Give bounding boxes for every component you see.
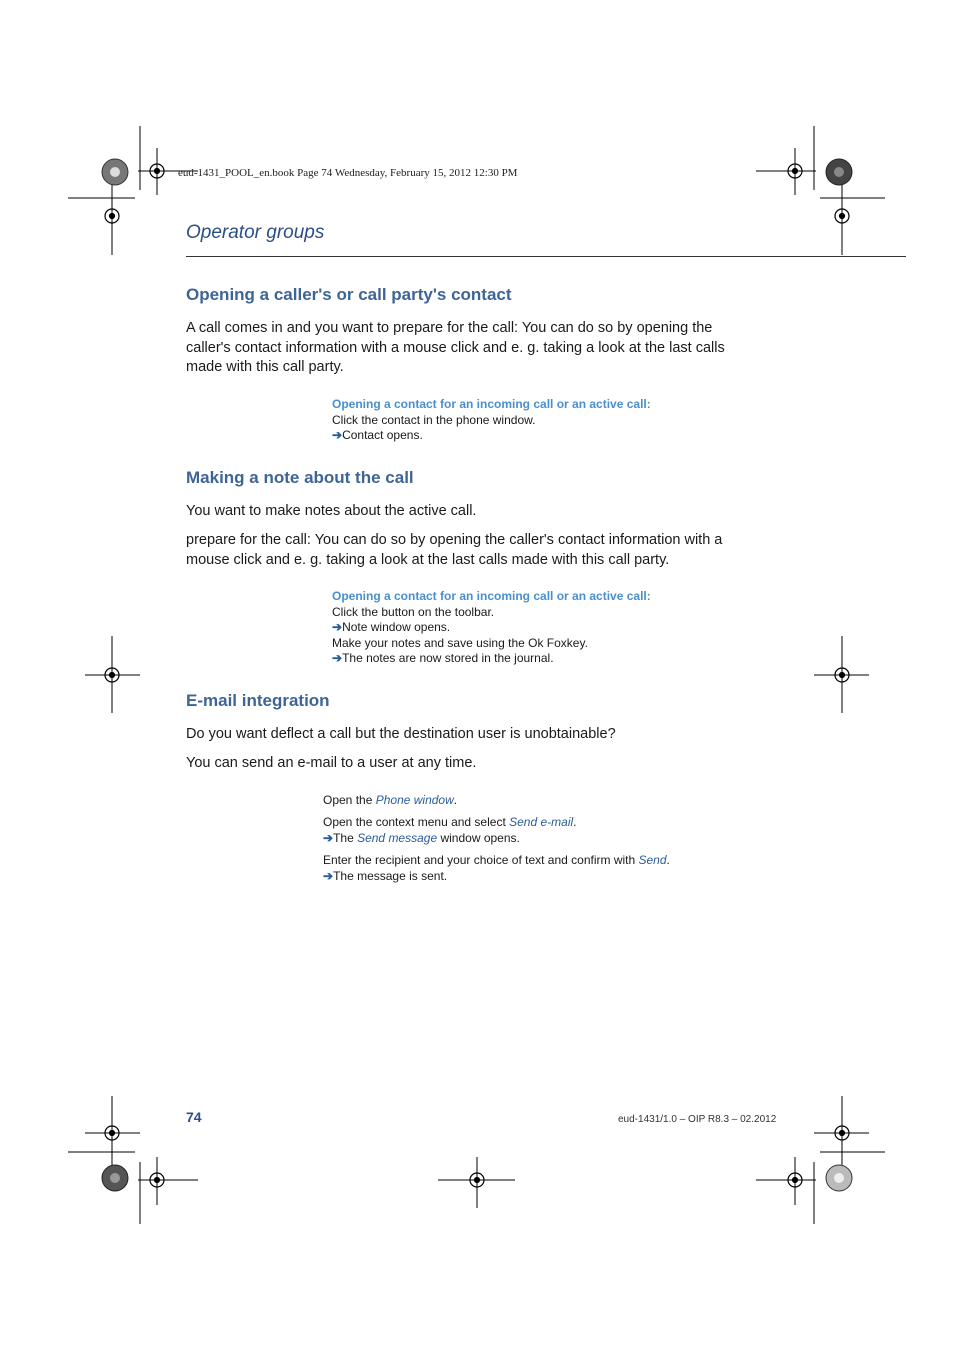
arrow-right-icon: ➔ (332, 428, 343, 442)
instruction-title: Opening a contact for an incoming call or an active call: (332, 589, 651, 603)
paragraph: You can send an e-mail to a user at any time. (186, 755, 477, 771)
page-number: 74 (186, 1109, 202, 1125)
arrow-right-icon: ➔ (332, 620, 343, 634)
print-header: eud-1431_POOL_en.book Page 74 Wednesday, February 15, 2012 12:30 PM (178, 167, 518, 179)
arrow-right-icon: ➔ (323, 830, 334, 845)
ui-ref-send: Send (638, 853, 667, 867)
arrow-right-icon: ➔ (323, 868, 334, 883)
instruction-result: ➔The message is sent. (323, 868, 448, 883)
instruction-title: Opening a contact for an incoming call or an active call: (332, 397, 651, 411)
paragraph: Do you want deflect a call but the destination user is unobtainable? (186, 726, 616, 742)
instruction-result: ➔Contact opens. (332, 428, 423, 442)
instruction-block (332, 397, 651, 444)
section-heading-email: E-mail integration (186, 691, 330, 710)
arrow-right-icon: ➔ (332, 651, 343, 665)
header-rule (186, 256, 906, 257)
instruction-step: Make your notes and save using the Ok Foxkey. (332, 635, 588, 650)
instruction-block (332, 589, 651, 667)
instruction-step: Click the contact in the phone window. (332, 412, 536, 427)
paragraph: You want to make notes about the active call. (186, 503, 477, 519)
ui-ref-send-email: Send e-mail (509, 815, 574, 829)
instruction-result: ➔Note window opens. (332, 620, 451, 634)
ui-ref-phone-window: Phone window (375, 793, 454, 807)
ui-ref-send-message: Send message (357, 830, 438, 845)
paragraph: prepare for the call: You can do so by opening the caller's contact information with a mouse click and e. g. taking a look at the last calls made with this call party. (186, 532, 723, 568)
email-step-context-menu: Open the context menu and select Send e-mail. ➔The Send message window opens. (323, 815, 577, 845)
running-title: Operator groups (186, 222, 325, 243)
instruction-result: ➔The notes are now stored in the journal. (332, 651, 554, 665)
section-heading-opening: Opening a caller's or call party's contact (186, 285, 512, 304)
paragraph: A call comes in and you want to prepare for the call: You can do so by opening the caller's contact information with a mouse click and e. g. taking a look at the last calls made with this call party. (186, 320, 725, 375)
instruction-result: ➔The Send message window opens. (323, 830, 520, 845)
instruction-step: Click the button on the toolbar. (332, 604, 495, 619)
document-id: eud-1431/1.0 – OIP R8.3 – 02.2012 (618, 1114, 777, 1125)
section-heading-note: Making a note about the call (186, 468, 414, 487)
email-step-open: Open the Phone window. (323, 793, 458, 807)
email-step-send: Enter the recipient and your choice of text and confirm with Send. ➔The message is sent. (323, 853, 670, 883)
